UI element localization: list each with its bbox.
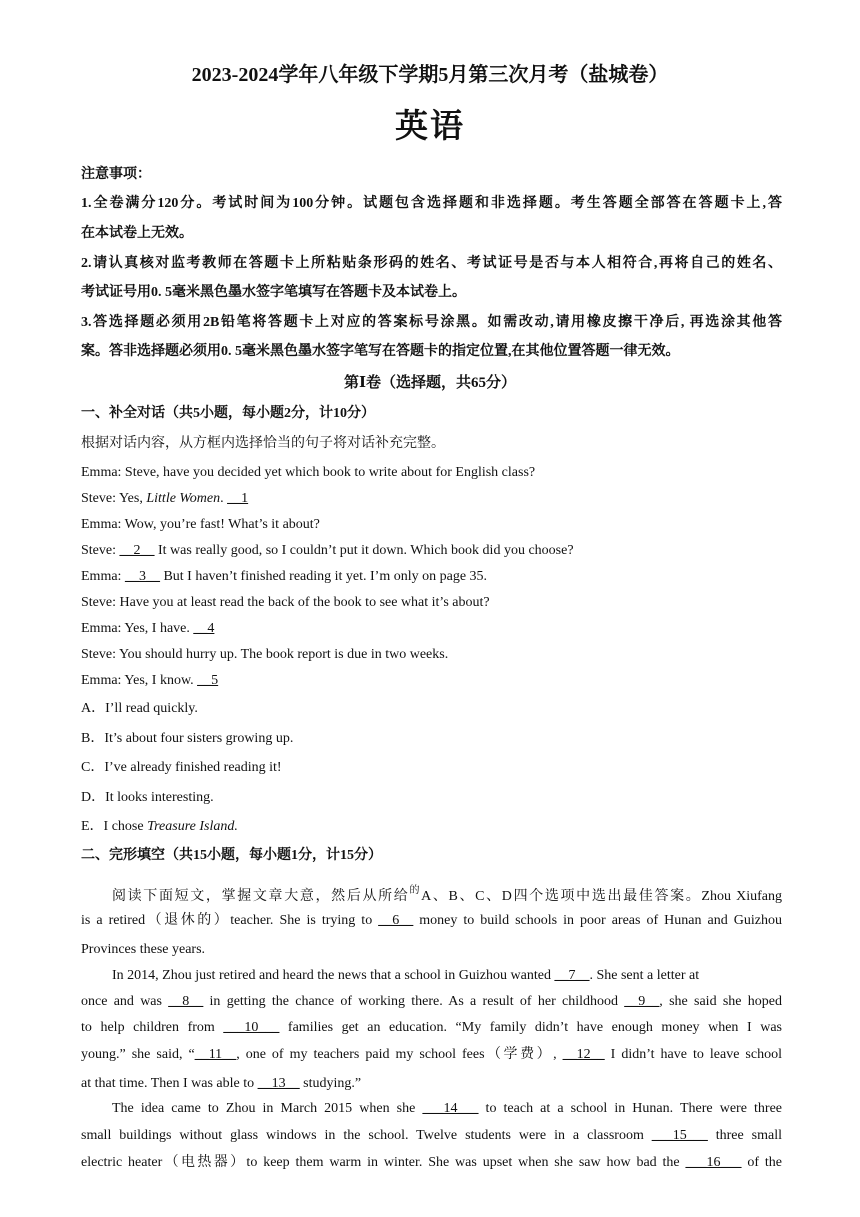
exam-title: 2023-2024学年八年级下学期5月第三次月考（盐城卷） (191, 64, 669, 86)
dialogue-line: Steve: Yes, Little Women. __1 (81, 491, 249, 506)
blank-3: __3__ (124, 569, 160, 584)
blank-9: __9__ (624, 994, 660, 1009)
option-a: A．I’ll read quickly. (81, 701, 198, 716)
blank-16: ___16___ (685, 1155, 742, 1170)
note-2-line-2: 考试证号用0. 5毫米黑色墨水签字笔填写在答题卡及本试卷上。 (81, 285, 466, 300)
option-b: B．It’s about four sisters growing up. (81, 731, 294, 746)
passage-line: 阅读下面短文，掌握文章大意，然后从所给$^的$A、B、C、D四个选项中选出最佳答案。Zhou Xiufang (112, 885, 783, 904)
option-e: E．I chose Treasure Island. (81, 819, 238, 834)
dialogue-line: Emma: __3__ But I haven’t finished reading it yet. I’m only on page 35. (81, 569, 488, 584)
passage-line: small buildings without glass windows in the school. Twelve students were in a classroom ___15___ three small (81, 1128, 782, 1143)
section1-instruction: 根据对话内容，从方框内选择恰当的句子将对话补充完整。 (81, 436, 445, 451)
dialogue-line: Emma: Wow, you’re fast! What’s it about? (81, 517, 320, 532)
book-title: Treasure Island. (147, 819, 238, 834)
blank-7: __7__ (554, 968, 590, 983)
dialogue-line: Emma: Yes, I know. __5 (81, 673, 219, 688)
passage-line: The idea came to Zhou in March 2015 when she ___14___ to teach at a school in Hunan. There were three (112, 1101, 782, 1116)
note-1-line-1: 1.全卷满分120分。考试时间为100分钟。试题包含选择题和非选择题。考生答题全部答在答题卡上,答 (81, 196, 782, 211)
note-2-line-1: 2.请认真核对监考教师在答题卡上所粘贴条形码的姓名、考试证号是否与本人相符合,再将自己的姓名、 (81, 256, 782, 271)
section2-heading: 二、完形填空（共15小题，每小题1分，计15分） (81, 848, 382, 863)
blank-1: __1 (227, 491, 249, 506)
section1-heading: 一、补全对话（共5小题，每小题2分，计10分） (81, 406, 375, 421)
notes-heading: 注意事项： (81, 167, 151, 182)
dialogue-line: Steve: You should hurry up. The book report is due in two weeks. (81, 647, 449, 662)
dialogue-line: Emma: Yes, I have. __4 (81, 621, 215, 636)
passage-line: at that time. Then I was able to __13__ studying.” (81, 1076, 362, 1091)
dialogue-line: Steve: Have you at least read the back of the book to see what it’s about? (81, 595, 490, 610)
option-d: D．It looks interesting. (81, 790, 214, 805)
passage-line: In 2014, Zhou just retired and heard the news that a school in Guizhou wanted __7__. She sent a letter at (112, 968, 700, 983)
blank-4: __4 (193, 621, 215, 636)
blank-8: __8__ (168, 994, 204, 1009)
passage-line: young.” she said, “__11__, one of my teachers paid my school fees（学费）, __12__ I didn’t have to leave school (81, 1047, 782, 1062)
blank-6: __6__ (378, 913, 414, 928)
note-3-line-1: 3.答选择题必须用2B铅笔将答题卡上对应的答案标号涂黑。如需改动,请用橡皮擦干净后, 再选涂其他答 (81, 315, 782, 330)
passage-line: is a retired（退休的）teacher. She is trying to __6__ money to build schools in poor areas of Hunan and Guizhou (81, 913, 782, 928)
part1-title: 第Ⅰ卷（选择题，共65分） (343, 375, 517, 391)
passage-line: to help children from ___10___ families get an education. “My family didn’t have enough money when I was (81, 1020, 783, 1035)
blank-14: ___14___ (422, 1101, 479, 1116)
dialogue-line: Emma: Steve, have you decided yet which book to write about for English class? (81, 465, 536, 480)
blank-10: ___10___ (223, 1020, 280, 1035)
blank-15: ___15___ (651, 1128, 708, 1143)
book-title: Little Women (146, 491, 221, 506)
dialogue-line: Steve: __2__ It was really good, so I couldn’t put it down. Which book did you choose? (81, 543, 574, 558)
blank-11: __11__ (194, 1047, 237, 1062)
blank-5: __5 (197, 673, 219, 688)
passage-line: once and was __8__ in getting the chance of working there. As a result of her childhood __9__, she said she hoped (81, 994, 782, 1009)
passage-line: Provinces these years. (81, 942, 206, 957)
passage-line: electric heater（电热器）to keep them warm in winter. She was upset when she saw how bad the ___16___ of the (81, 1155, 782, 1170)
note-1-line-2: 在本试卷上无效。 (81, 226, 193, 241)
blank-13: __13__ (257, 1076, 300, 1091)
option-c: C．I’ve already finished reading it! (81, 760, 282, 775)
blank-12: __12__ (562, 1047, 605, 1062)
blank-2: __2__ (119, 543, 155, 558)
note-3-line-2: 案。答非选择题必须用0. 5毫米黑色墨水签字笔写在答题卡的指定位置,在其他位置答题一律无效。 (81, 344, 680, 359)
subject-title: 英语 (395, 109, 465, 145)
